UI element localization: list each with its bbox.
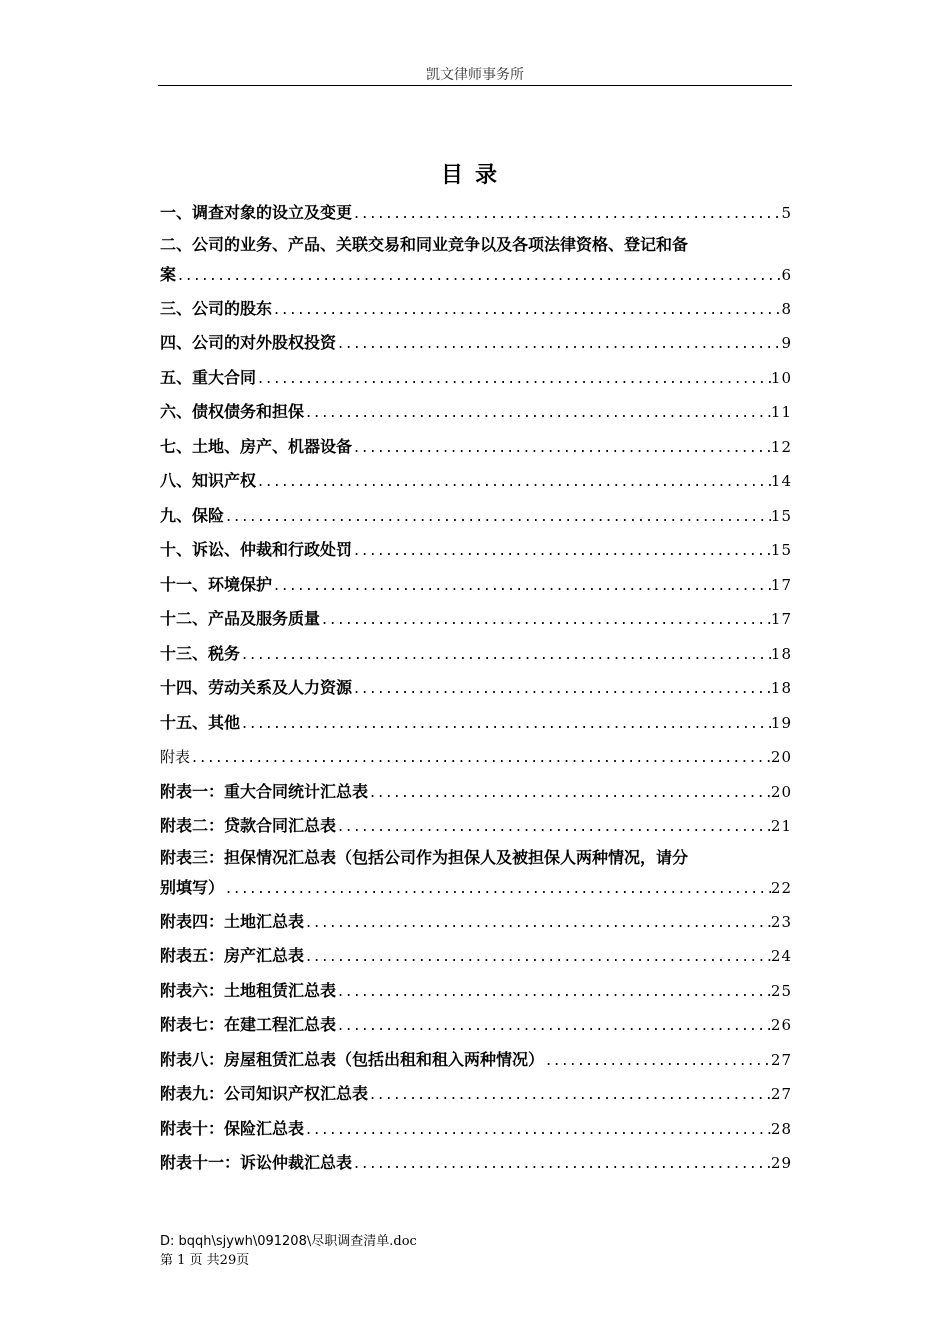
toc-entry-text: 附表二：贷款合同汇总表 <box>160 816 337 835</box>
toc-page-number: 17 <box>770 610 792 628</box>
toc-entry[interactable] <box>160 1043 792 1078</box>
toc-entry-text: 附表十一：诉讼仲裁汇总表 <box>160 1153 353 1172</box>
toc-page-number: 21 <box>770 817 792 835</box>
toc-entry[interactable] <box>160 844 792 905</box>
toc-page-number: 23 <box>770 912 792 931</box>
toc-page-number: 9 <box>781 334 792 352</box>
toc-page-number: 27 <box>770 1085 792 1103</box>
toc-dot-leader <box>176 258 781 292</box>
toc-entry[interactable] <box>160 568 792 603</box>
toc-page-number: 25 <box>770 981 792 1000</box>
toc-entry[interactable] <box>160 361 792 396</box>
toc-dot-leader <box>352 196 781 231</box>
toc-page-number: 15 <box>770 506 792 525</box>
toc-dot-leader <box>240 637 771 672</box>
toc-page-number: 28 <box>770 1119 792 1138</box>
toc-entry-text: 四、公司的对外股权投资 <box>160 333 337 352</box>
toc-entry-text-line1: 附表三：担保情况汇总表（包括公司作为担保人及被担保人两种情况，请分 <box>160 847 689 867</box>
toc-entry-text: 案 <box>160 264 177 284</box>
toc-entry-text: 附表八：房屋租赁汇总表（包括出租和租入两种情况） <box>160 1049 545 1069</box>
toc-entry[interactable] <box>160 671 792 706</box>
toc-dot-leader <box>320 602 771 637</box>
toc-dot-leader <box>304 1112 771 1147</box>
toc-entry[interactable] <box>160 740 792 775</box>
toc-dot-leader <box>240 706 771 741</box>
toc-page-number: 12 <box>770 437 792 456</box>
toc-entry-text: 六、债权债务和担保 <box>160 402 305 421</box>
footer-file-path <box>160 1230 417 1249</box>
toc-page-number: 10 <box>770 368 792 387</box>
toc-page-number: 29 <box>770 1154 792 1172</box>
table-of-contents <box>160 196 792 1181</box>
toc-entry-text: 附表 <box>160 748 191 766</box>
toc-entry[interactable] <box>160 1112 792 1147</box>
toc-dot-leader <box>256 464 771 499</box>
toc-page-number: 11 <box>770 403 792 421</box>
toc-dot-leader <box>272 292 781 327</box>
toc-page-number: 22 <box>770 878 792 897</box>
toc-entry[interactable] <box>160 974 792 1009</box>
toc-entry[interactable] <box>160 430 792 465</box>
toc-entry-text: 九、保险 <box>160 505 225 525</box>
toc-page-number: 18 <box>770 644 792 663</box>
toc-page-number: 20 <box>770 748 792 766</box>
toc-dot-leader <box>544 1043 771 1078</box>
toc-entry[interactable] <box>160 1008 792 1043</box>
toc-dot-leader <box>336 809 771 844</box>
toc-entry-text: 八、知识产权 <box>160 471 257 490</box>
toc-entry[interactable] <box>160 326 792 361</box>
toc-page-number: 18 <box>770 679 792 697</box>
toc-page-number: 27 <box>770 1050 792 1069</box>
toc-entry[interactable] <box>160 231 792 292</box>
toc-entry[interactable] <box>160 395 792 430</box>
toc-entry[interactable] <box>160 533 792 568</box>
toc-dot-leader <box>352 430 771 465</box>
footer-page-info: 第 1 页 共29页 <box>160 1253 250 1268</box>
toc-page-number: 5 <box>781 204 792 222</box>
toc-dot-leader <box>336 1008 771 1043</box>
toc-page-number: 24 <box>770 947 792 965</box>
toc-dot-leader <box>272 568 771 603</box>
toc-entry-text: 附表五：房产汇总表 <box>160 946 305 965</box>
toc-dot-leader <box>352 533 771 568</box>
toc-page-number: 6 <box>781 265 792 284</box>
header-divider <box>158 85 792 86</box>
toc-entry[interactable] <box>160 775 792 810</box>
toc-entry[interactable] <box>160 637 792 672</box>
footer-path-doc: \尽职调查清单.doc <box>306 1234 417 1249</box>
toc-entry[interactable] <box>160 809 792 844</box>
toc-entry-text: 附表十：保险汇总表 <box>160 1118 305 1138</box>
toc-entry[interactable] <box>160 292 792 327</box>
toc-dot-leader <box>336 974 771 1009</box>
toc-entry-text: 十一、环境保护 <box>160 574 273 594</box>
toc-entry[interactable] <box>160 602 792 637</box>
toc-entry-text-line1: 二、公司的业务、产品、关联交易和同业竞争以及各项法律资格、登记和备 <box>160 234 689 254</box>
toc-dot-leader <box>224 871 771 905</box>
toc-dot-leader <box>336 326 781 361</box>
toc-entry-text: 十五、其他 <box>160 712 241 732</box>
toc-title: 目录 <box>440 163 509 188</box>
toc-entry-text: 十四、劳动关系及人力资源 <box>160 678 353 697</box>
toc-entry-text: 三、公司的股东 <box>160 298 273 318</box>
toc-entry[interactable] <box>160 464 792 499</box>
toc-entry-text: 附表一：重大合同统计汇总表 <box>160 781 369 801</box>
toc-dot-leader <box>368 1077 771 1112</box>
toc-entry-text: 一、调查对象的设立及变更 <box>160 203 353 222</box>
toc-dot-leader <box>304 905 771 940</box>
toc-entry[interactable] <box>160 905 792 940</box>
toc-page-number: 20 <box>770 782 792 801</box>
toc-page-number: 19 <box>770 713 792 732</box>
toc-dot-leader <box>368 775 771 810</box>
toc-dot-leader <box>224 499 771 534</box>
toc-entry-text: 附表七：在建工程汇总表 <box>160 1015 337 1034</box>
toc-entry-text: 十三、税务 <box>160 643 241 663</box>
toc-entry[interactable] <box>160 706 792 741</box>
toc-entry[interactable] <box>160 1077 792 1112</box>
toc-page-number: 8 <box>781 299 792 318</box>
toc-page-number: 15 <box>770 541 792 559</box>
toc-page-number: 14 <box>770 472 792 490</box>
toc-entry[interactable] <box>160 499 792 534</box>
toc-entry-text: 五、重大合同 <box>160 367 257 387</box>
toc-dot-leader <box>190 740 771 775</box>
toc-entry-text: 十、诉讼、仲裁和行政处罚 <box>160 540 353 559</box>
toc-dot-leader <box>352 1146 771 1181</box>
toc-entry-text: 附表九：公司知识产权汇总表 <box>160 1084 369 1103</box>
toc-entry-text: 别填写） <box>160 877 225 897</box>
page-header: 凯文律师事务所 <box>426 67 524 83</box>
toc-dot-leader <box>352 671 771 706</box>
toc-entry[interactable] <box>160 1146 792 1181</box>
toc-dot-leader <box>256 361 771 396</box>
toc-entry-text: 附表四：土地汇总表 <box>160 911 305 931</box>
toc-entry[interactable] <box>160 939 792 974</box>
toc-page-number: 26 <box>770 1016 792 1034</box>
toc-entry-text: 附表六：土地租赁汇总表 <box>160 980 337 1000</box>
toc-entry-text: 十二、产品及服务质量 <box>160 609 321 628</box>
toc-dot-leader <box>304 939 771 974</box>
toc-entry[interactable] <box>160 196 792 231</box>
toc-entry-text: 七、土地、房产、机器设备 <box>160 436 353 456</box>
toc-page-number: 17 <box>770 575 792 594</box>
toc-dot-leader <box>304 395 771 430</box>
footer-path-prefix: D: bqqh\sjywh\091208 <box>160 1234 307 1249</box>
